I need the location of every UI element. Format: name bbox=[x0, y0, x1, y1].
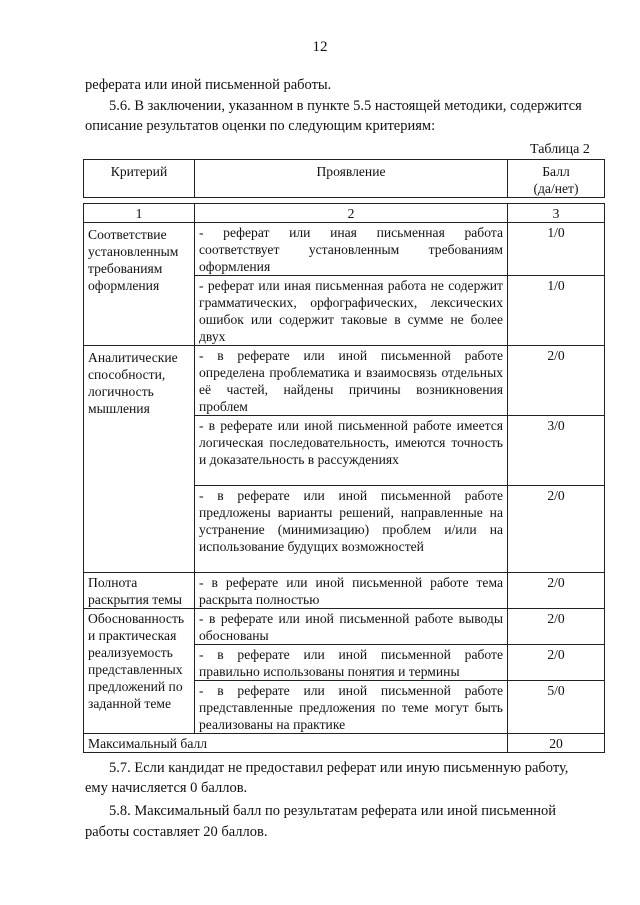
table-header-row bbox=[84, 160, 605, 198]
criterion-name: Аналитические способности, логичность мышления bbox=[84, 346, 195, 573]
column-number-1: 1 bbox=[84, 204, 195, 223]
manifestation-text: - в реферате или иной письменной работе имеется логическая последовательность, имеются точность и доказательность в рассуждениях bbox=[195, 416, 508, 486]
manifestation-text: - в реферате или иной письменной работе представленные предложения по теме могут быть реализованы на практике bbox=[195, 681, 508, 734]
manifestation-text: - в реферате или иной письменной работе тема раскрыта полностью bbox=[195, 573, 508, 609]
intro-paragraph-5-6: 5.6. В заключении, указанном в пункте 5.5 настоящей методики, содержится bbox=[109, 98, 582, 114]
paragraph-5-8-line1: 5.8. Максимальный балл по результатам реферата или иной письменной bbox=[109, 803, 556, 819]
paragraph-5-7-line1: 5.7. Если кандидат не предоставил реферат или иную письменную работу, bbox=[109, 760, 569, 776]
table-row bbox=[84, 346, 605, 416]
table-row bbox=[84, 573, 605, 609]
column-number-3: 3 bbox=[508, 204, 605, 223]
score-value: 3/0 bbox=[508, 416, 605, 486]
page-number: 12 bbox=[312, 39, 328, 55]
intro-line-1: реферата или иной письменной работы. bbox=[85, 77, 332, 93]
score-value: 5/0 bbox=[508, 681, 605, 734]
header-score-line1: Балл bbox=[542, 164, 570, 179]
column-number-row bbox=[84, 204, 605, 223]
manifestation-text: - реферат или иная письменная работа соответствует установленным требованиям оформления bbox=[195, 223, 508, 276]
header-score bbox=[508, 160, 605, 198]
score-value: 2/0 bbox=[508, 573, 605, 609]
score-value: 1/0 bbox=[508, 276, 605, 346]
paragraph-5-8-line2: работы составляет 20 баллов. bbox=[85, 824, 268, 840]
header-criterion: Критерий bbox=[84, 160, 195, 198]
paragraph-5-7-line2: ему начисляется 0 баллов. bbox=[85, 780, 248, 796]
manifestation-text: - в реферате или иной письменной работе выводы обоснованы bbox=[195, 609, 508, 645]
criterion-name: Полнота раскрытия темы bbox=[84, 573, 195, 609]
table-row bbox=[84, 609, 605, 645]
max-score-row bbox=[84, 734, 605, 753]
criteria-table bbox=[83, 159, 605, 753]
score-value: 2/0 bbox=[508, 346, 605, 416]
header-score-line2: (да/нет) bbox=[533, 181, 579, 196]
score-value: 2/0 bbox=[508, 609, 605, 645]
header-manifestation: Проявление bbox=[195, 160, 508, 198]
manifestation-text: - в реферате или иной письменной работе предложены варианты решений, направленные на устранение (минимизацию) проблем и/или на использование будущих возможностей bbox=[195, 486, 508, 573]
score-value: 2/0 bbox=[508, 486, 605, 573]
score-value: 2/0 bbox=[508, 645, 605, 681]
table-row bbox=[84, 223, 605, 276]
criterion-name: Обоснованность и практическая реализуемость представленных предложений по заданной теме bbox=[84, 609, 195, 734]
criterion-name: Соответствие установленным требованиям оформления bbox=[84, 223, 195, 346]
table-caption: Таблица 2 bbox=[530, 142, 590, 157]
column-number-2: 2 bbox=[195, 204, 508, 223]
intro-line-3: описание результатов оценки по следующим критериям: bbox=[85, 118, 436, 134]
manifestation-text: - в реферате или иной письменной работе правильно использованы понятия и термины bbox=[195, 645, 508, 681]
score-value: 1/0 bbox=[508, 223, 605, 276]
manifestation-text: - в реферате или иной письменной работе определена проблематика и взаимосвязь отдельных её частей, найдены причины возникновения проблем bbox=[195, 346, 508, 416]
max-score-value: 20 bbox=[508, 734, 605, 753]
max-score-label: Максимальный балл bbox=[84, 734, 508, 753]
manifestation-text: - реферат или иная письменная работа не содержит грамматических, орфографических, лексических ошибок или содержит таковые в сумме не более двух bbox=[195, 276, 508, 346]
